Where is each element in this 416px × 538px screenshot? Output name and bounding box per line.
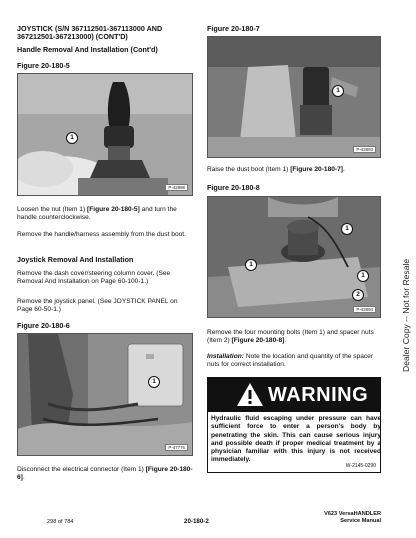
instruction-remove-handle: Remove the handle/harness assembly from the dust boot. (17, 231, 186, 238)
installation-note: Installation: Note the location and quantity of the spacer nuts for correct installation. (207, 353, 374, 369)
figure-photo-dust-boot (207, 36, 381, 158)
section-title-line1: JOYSTICK (S/N 367112501-367113000 AND (17, 24, 163, 33)
instruction-remove-panel: Remove the joystick panel. (See JOYSTICK PANEL on Page 60-50-1.) (17, 298, 178, 314)
warning-triangle-icon (236, 382, 264, 407)
dealer-copy-watermark: Dealer Copy -- Not for Resale (401, 258, 411, 372)
footer-model: V623 VersaHANDLER (324, 511, 381, 517)
photo-id-tag: P-47776 (165, 444, 188, 451)
section-title (17, 25, 162, 42)
footer-manual-title: Service Manual (340, 517, 381, 524)
figure-label-20-180-5: Figure 20-180-5 (17, 61, 70, 70)
footer-model-block (311, 511, 381, 524)
instruction-disconnect-connector: Disconnect the electrical connector (Item 1) [Figure 20-180-6]. (17, 466, 193, 482)
callout-item-1-top: 1 (341, 223, 353, 235)
warning-text: Hydraulic fluid escaping under pressure can have sufficient force to enter a person's body by penetrating the skin. This can cause serious injury and possible death if proper medical treatment by a physician familiar with this injury is not received immediately. (211, 415, 381, 464)
footer-page-number: 20-180-2 (184, 518, 209, 525)
callout-item-1-left: 1 (245, 259, 257, 271)
instruction-loosen-nut: Loosen the nut (Item 1) [Figure 20-180-5] and turn the handle counterclockwise. (17, 206, 177, 222)
callout-item-2: 2 (352, 289, 364, 301)
callout-item-1-right: 1 (357, 270, 369, 282)
figure-label-20-180-8: Figure 20-180-8 (207, 183, 260, 192)
figure-label-20-180-7: Figure 20-180-7 (207, 24, 260, 33)
warning-code: W-2145-0290 (345, 463, 376, 469)
callout-item-1: 1 (148, 376, 160, 388)
subsection-heading-handle: Handle Removal And Installation (Cont'd) (17, 45, 158, 54)
figure-photo-mounting-bolts (207, 196, 381, 318)
callout-item-1: 1 (66, 132, 78, 144)
warning-title: WARNING (268, 384, 369, 406)
callout-item-1: 1 (332, 85, 344, 97)
photo-id-tag: P-42898 (165, 184, 188, 191)
photo-id-tag: P-42893 (353, 146, 376, 153)
instruction-remove-dash-cover: Remove the dash cover/steering column cover. (See Removal And Installation on Page 60-100-1.) (17, 270, 171, 286)
warning-header (208, 378, 380, 412)
figure-label-20-180-6: Figure 20-180-6 (17, 321, 70, 330)
section-title-line2: 367212501-367213000) (CONT'D) (17, 32, 128, 42)
subsection-heading-joystick: Joystick Removal And Installation (17, 255, 134, 264)
instruction-remove-bolts: Remove the four mounting bolts (Item 1) and spacer nuts (Item 2) [Figure 20-180-8]. (207, 329, 374, 345)
figure-photo-electrical-connector (17, 333, 193, 456)
photo-id-tag: P-42894 (353, 306, 376, 313)
figure-photo-joystick-handle (17, 73, 193, 196)
warning-box (207, 377, 381, 473)
instruction-raise-dust-boot: Raise the dust boot (Item 1) [Figure 20-180-7]. (207, 166, 345, 173)
footer-page-of: 298 of 784 (47, 519, 74, 525)
